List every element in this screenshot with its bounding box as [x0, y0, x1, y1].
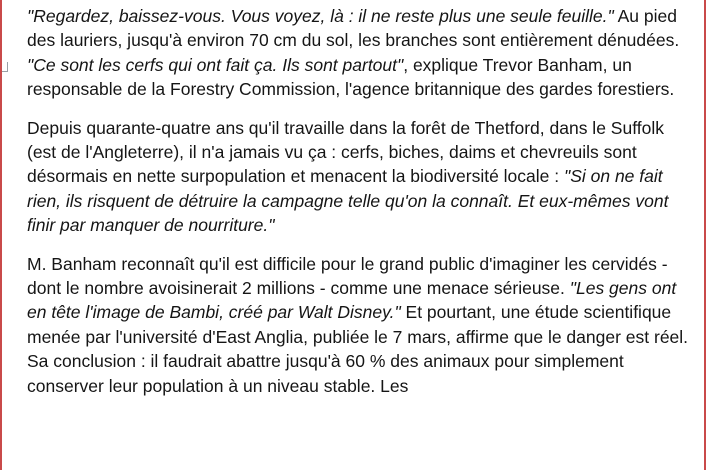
body-text: Et pourtant, une étude scientifique menée par l'université d'East Anglia, publiée le 7 mars, affirme que le danger est réel. Sa conclusion : il faudrait abattre jusqu'à 60 % des animaux pour simplement conserver leur population à un niveau stable. Les: [27, 302, 689, 396]
body-text: , explique Trevor Banham, un responsable de la Forestry Commission, l'agence britannique des gardes forestiers.: [27, 54, 675, 100]
article-paragraph: [27, 252, 695, 398]
quote-text: "Ce sont les cerfs qui ont fait ça. Ils sont partout": [27, 54, 404, 75]
quote-text: "Regardez, baissez-vous. Vous voyez, là : il ne reste plus une seule feuille.": [27, 6, 614, 26]
quote-text: "Si on ne fait rien, ils risquent de détruire la campagne telle qu'on la connaît. Et eux-mêmes vont finir par manquer de nourriture.": [27, 166, 669, 236]
article-paragraph: [27, 116, 695, 238]
body-text: Au pied des lauriers, jusqu'à environ 70 cm du sol, les branches sont entièrement dénudées.: [27, 6, 680, 51]
body-text: M. Banham reconnaît qu'il est difficile pour le grand public d'imaginer les cervidés - dont le nombre avoisinerait 2 millions - comme une menace sérieuse.: [27, 253, 668, 299]
body-text: Depuis quarante-quatre ans qu'il travaille dans la forêt de Thetford, dans le Suffolk (est de l'Angleterre), il n'a jamais vu ça : cerfs, biches, daims et chevreuils sont désormais en nette surpopulation et menacent la biodiversité locale :: [27, 117, 664, 187]
article-body: [27, 4, 695, 412]
page-edge-marker: [2, 62, 8, 72]
article-paragraph: [27, 4, 695, 102]
quote-text: "Les gens ont en tête l'image de Bambi, créé par Walt Disney.": [27, 278, 677, 323]
